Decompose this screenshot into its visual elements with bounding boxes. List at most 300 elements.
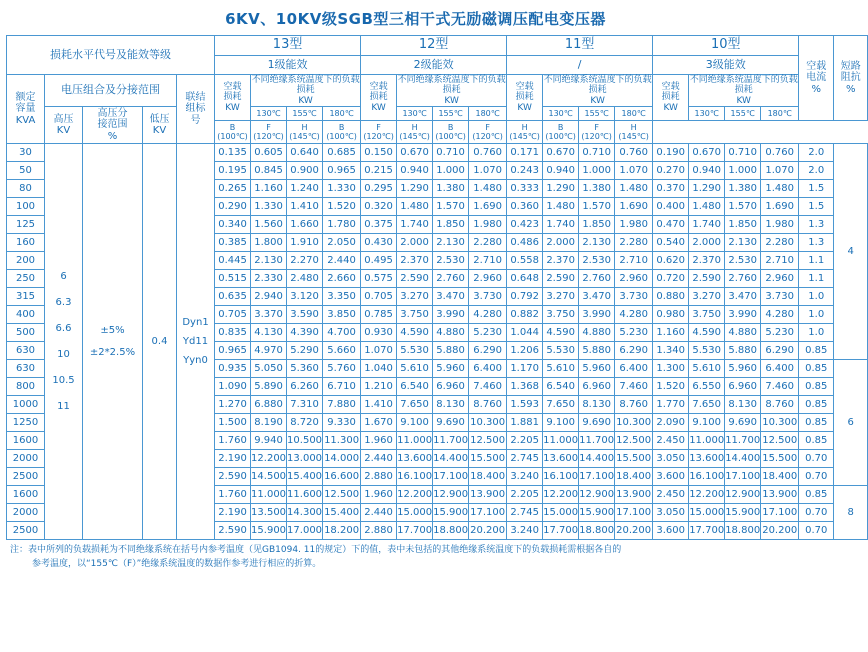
cell-noload-g10: 0.620 <box>653 252 689 270</box>
cell-capacity: 100 <box>7 198 45 216</box>
cell-loadloss-g12: 0.670 <box>397 144 433 162</box>
cell-noload-g12: 0.930 <box>361 324 397 342</box>
cell-loadloss-g11: 17.100 <box>579 468 615 486</box>
cell-loadloss-g10: 17.100 <box>761 504 799 522</box>
header-no-load-current <box>799 36 834 121</box>
paren-12-B: (100℃) <box>326 132 357 142</box>
cell-noload-g10: 0.720 <box>653 270 689 288</box>
cell-loadloss-g10: 0.710 <box>725 144 761 162</box>
header-loadloss-10 <box>689 75 799 107</box>
cell-capacity: 2000 <box>7 504 45 522</box>
cell-loadloss-g12: 2.530 <box>433 252 469 270</box>
cell-loadloss-g11: 4.880 <box>579 324 615 342</box>
header-temp-12-H: 180℃ <box>469 107 507 121</box>
cell-loadloss-g12: 1.480 <box>469 180 507 198</box>
cell-loadloss-g13: 0.900 <box>287 162 323 180</box>
cell-loadloss-g11: 1.570 <box>579 198 615 216</box>
cell-loadloss-g11: 2.370 <box>543 252 579 270</box>
cell-noload-g12: 0.375 <box>361 216 397 234</box>
cell-loadloss-g12: 2.130 <box>433 234 469 252</box>
cell-loadloss-g12: 12.900 <box>433 486 469 504</box>
cell-noload-g13: 0.965 <box>215 342 251 360</box>
cell-loadloss-g12: 3.750 <box>397 306 433 324</box>
cell-loadloss-g13: 18.200 <box>323 522 361 540</box>
cell-loadloss-g10: 1.480 <box>761 180 799 198</box>
cell-short-circuit-impedance: 6 <box>834 360 868 486</box>
cell-capacity: 200 <box>7 252 45 270</box>
cell-loadloss-g10: 5.880 <box>725 342 761 360</box>
cell-loadloss-g13: 0.685 <box>323 144 361 162</box>
cell-loadloss-g10: 2.280 <box>761 234 799 252</box>
cell-loadloss-g11: 2.960 <box>615 270 653 288</box>
cell-capacity: 250 <box>7 270 45 288</box>
cell-loadloss-g10: 13.600 <box>689 450 725 468</box>
note-line2: 参考温度，以“155℃（F）”绝缘系统温度的数据作参考进行相应的折算。 <box>32 558 322 569</box>
cell-loadloss-g12: 8.760 <box>469 396 507 414</box>
class-12-H: H <box>411 122 418 132</box>
cell-loadloss-g12: 4.280 <box>469 306 507 324</box>
cell-capacity: 2500 <box>7 468 45 486</box>
cell-noload-g12: 0.430 <box>361 234 397 252</box>
cell-loadloss-g10: 1.290 <box>689 180 725 198</box>
cell-loadloss-g11: 1.740 <box>543 216 579 234</box>
cell-loadloss-g13: 8.190 <box>251 414 287 432</box>
note-line1: 表中所列的负载损耗为不同绝缘系统在括号内参考温度（见GB1094. 11的规定）下的值，表中未包括的其他绝缘系统温度下的负载损耗需根据各自的 <box>28 545 622 556</box>
cell-loadloss-g13: 5.360 <box>287 360 323 378</box>
cell-no-load-current: 0.70 <box>799 468 834 486</box>
cell-loadloss-g13: 5.660 <box>323 342 361 360</box>
cell-loadloss-g13: 14.500 <box>251 468 287 486</box>
cell-loadloss-g12: 2.710 <box>469 252 507 270</box>
cell-loadloss-g11: 13.600 <box>543 450 579 468</box>
cell-loadloss-g13: 2.480 <box>287 270 323 288</box>
cell-loadloss-g10: 12.900 <box>725 486 761 504</box>
cell-no-load-current: 0.70 <box>799 450 834 468</box>
cell-capacity: 800 <box>7 378 45 396</box>
cell-loadloss-g11: 3.990 <box>579 306 615 324</box>
cell-loadloss-g10: 5.530 <box>689 342 725 360</box>
cell-short-circuit-impedance: 8 <box>834 486 868 540</box>
cell-loadloss-g13: 3.590 <box>287 306 323 324</box>
cell-capacity: 30 <box>7 144 45 162</box>
noload-l3-10: KW <box>663 102 678 113</box>
cell-noload-g10: 0.270 <box>653 162 689 180</box>
cell-loadloss-g13: 3.120 <box>287 288 323 306</box>
header-grade-11: / <box>507 56 653 75</box>
cell-loadloss-g11: 2.710 <box>615 252 653 270</box>
cell-noload-g11: 1.206 <box>507 342 543 360</box>
cell-loadloss-g12: 5.230 <box>469 324 507 342</box>
cell-noload-g13: 2.190 <box>215 504 251 522</box>
cell-loadloss-g12: 9.100 <box>397 414 433 432</box>
cell-loadloss-g12: 10.300 <box>469 414 507 432</box>
cell-loadloss-g12: 3.470 <box>433 288 469 306</box>
cell-loadloss-g12: 2.960 <box>469 270 507 288</box>
cell-loadloss-g12: 1.690 <box>469 198 507 216</box>
cell-noload-g13: 0.445 <box>215 252 251 270</box>
header-class-10-B <box>543 121 579 144</box>
header-model-13: 13型 <box>215 36 361 56</box>
cell-loadloss-g11: 1.690 <box>615 198 653 216</box>
cell-loadloss-g11: 0.710 <box>579 144 615 162</box>
cell-loadloss-g12: 3.730 <box>469 288 507 306</box>
header-row-losslabels <box>7 75 868 107</box>
cell-loadloss-g10: 2.130 <box>725 234 761 252</box>
paren-13-F: (120℃) <box>253 132 284 142</box>
cell-loadloss-g12: 13.600 <box>397 450 433 468</box>
cell-capacity: 80 <box>7 180 45 198</box>
cell-loadloss-g10: 2.960 <box>761 270 799 288</box>
header-class-10-F <box>579 121 615 144</box>
cell-loadloss-g11: 7.460 <box>615 378 653 396</box>
cell-noload-g11: 0.648 <box>507 270 543 288</box>
cell-loadloss-g12: 2.370 <box>397 252 433 270</box>
cell-noload-g11: 1.368 <box>507 378 543 396</box>
cell-loadloss-g11: 12.900 <box>579 486 615 504</box>
cell-loadloss-g13: 1.780 <box>323 216 361 234</box>
header-noload-loss-11 <box>507 75 543 121</box>
header-loadloss-12 <box>397 75 507 107</box>
cell-loadloss-g11: 8.130 <box>579 396 615 414</box>
cell-loadloss-g10: 1.740 <box>689 216 725 234</box>
cell-loadloss-g10: 1.070 <box>761 162 799 180</box>
cell-capacity: 125 <box>7 216 45 234</box>
cell-capacity: 160 <box>7 234 45 252</box>
cell-loadloss-g11: 6.540 <box>543 378 579 396</box>
class-10-B: B <box>557 122 564 132</box>
cell-capacity: 500 <box>7 324 45 342</box>
note-label: 注： <box>10 545 29 556</box>
cell-loadloss-g12: 12.200 <box>397 486 433 504</box>
header-capacity-l1: 额定 <box>15 91 36 103</box>
header-temp-10-H: 180℃ <box>761 107 799 121</box>
noload-l3-12: KW <box>371 102 386 113</box>
cell-loadloss-g12: 5.530 <box>397 342 433 360</box>
class-10-F: F <box>594 122 599 132</box>
cell-capacity: 50 <box>7 162 45 180</box>
cell-loadloss-g11: 2.130 <box>579 234 615 252</box>
cell-loadloss-g13: 2.940 <box>251 288 287 306</box>
cell-loadloss-g11: 5.230 <box>615 324 653 342</box>
cell-loadloss-g11: 0.940 <box>543 162 579 180</box>
cell-loadloss-g12: 6.290 <box>469 342 507 360</box>
cell-loadloss-g13: 15.400 <box>287 468 323 486</box>
cell-loadloss-g12: 5.610 <box>397 360 433 378</box>
cell-loadloss-g12: 18.400 <box>469 468 507 486</box>
loadloss-13-l2: KW <box>298 95 313 106</box>
cell-loadloss-g11: 3.730 <box>615 288 653 306</box>
cell-loadloss-g12: 1.380 <box>433 180 469 198</box>
cell-loadloss-g12: 2.760 <box>433 270 469 288</box>
cell-loadloss-g12: 1.570 <box>433 198 469 216</box>
cell-loadloss-g10: 4.280 <box>761 306 799 324</box>
cell-noload-g11: 0.243 <box>507 162 543 180</box>
cell-noload-g13: 0.290 <box>215 198 251 216</box>
cell-no-load-current: 1.0 <box>799 324 834 342</box>
loadloss-12-l2: KW <box>444 95 459 106</box>
cell-loadloss-g13: 2.130 <box>251 252 287 270</box>
header-conn-l3: 号 <box>190 114 201 126</box>
cell-loadloss-g10: 16.100 <box>689 468 725 486</box>
cell-loadloss-g11: 1.000 <box>579 162 615 180</box>
cell-noload-g11: 0.360 <box>507 198 543 216</box>
cell-loadloss-g11: 5.960 <box>579 360 615 378</box>
cell-lv-value: 0.4 <box>143 144 177 540</box>
cell-loadloss-g10: 18.400 <box>761 468 799 486</box>
cell-no-load-current: 1.3 <box>799 234 834 252</box>
cell-loadloss-g13: 15.900 <box>251 522 287 540</box>
cell-loadloss-g13: 13.500 <box>251 504 287 522</box>
cell-noload-g12: 0.785 <box>361 306 397 324</box>
cell-loadloss-g13: 11.600 <box>287 486 323 504</box>
cell-loadloss-g12: 15.900 <box>433 504 469 522</box>
paren-11-H: (145℃) <box>509 132 540 142</box>
cell-noload-g12: 1.410 <box>361 396 397 414</box>
hv-value: 11 <box>57 400 70 412</box>
cell-noload-g13: 2.190 <box>215 450 251 468</box>
cell-noload-g13: 2.590 <box>215 522 251 540</box>
cell-loadloss-g11: 2.280 <box>615 234 653 252</box>
cell-loadloss-g10: 17.100 <box>725 468 761 486</box>
cell-noload-g10: 2.450 <box>653 486 689 504</box>
header-no-load-current-l2: 电流 <box>806 72 827 84</box>
cell-loadloss-g12: 5.880 <box>433 342 469 360</box>
cell-noload-g11: 1.170 <box>507 360 543 378</box>
cell-noload-g11: 1.881 <box>507 414 543 432</box>
cell-loadloss-g13: 3.370 <box>251 306 287 324</box>
header-class-13-B <box>215 121 251 144</box>
header-loadloss-13 <box>251 75 361 107</box>
cell-loadloss-g11: 2.530 <box>579 252 615 270</box>
header-temp-13-F: 155℃ <box>287 107 323 121</box>
cell-loadloss-g10: 3.990 <box>725 306 761 324</box>
cell-noload-g11: 3.240 <box>507 468 543 486</box>
cell-loadloss-g13: 3.850 <box>323 306 361 324</box>
loadloss-11-l1: 不同绝缘系统温度下的负载损耗 <box>543 75 652 96</box>
cell-loadloss-g10: 12.200 <box>689 486 725 504</box>
cell-capacity: 1600 <box>7 432 45 450</box>
cell-loadloss-g12: 2.000 <box>397 234 433 252</box>
header-grade-13: 1级能效 <box>215 56 361 75</box>
cell-loadloss-g10: 2.710 <box>761 252 799 270</box>
header-class-13-H <box>287 121 323 144</box>
class-13-B: B <box>229 122 236 132</box>
header-hv-l2: KV <box>56 125 71 137</box>
connection-value: Dyn1 <box>182 317 209 329</box>
cell-noload-g10: 3.050 <box>653 504 689 522</box>
cell-noload-g13: 0.935 <box>215 360 251 378</box>
cell-loadloss-g13: 11.000 <box>251 486 287 504</box>
cell-loadloss-g12: 3.990 <box>433 306 469 324</box>
cell-loadloss-g12: 20.200 <box>469 522 507 540</box>
cell-noload-g12: 0.705 <box>361 288 397 306</box>
cell-loadloss-g13: 7.880 <box>323 396 361 414</box>
cell-loadloss-g12: 2.280 <box>469 234 507 252</box>
cell-loadloss-g13: 16.600 <box>323 468 361 486</box>
cell-noload-g10: 0.880 <box>653 288 689 306</box>
cell-loadloss-g11: 11.000 <box>543 432 579 450</box>
cell-loadloss-g11: 8.760 <box>615 396 653 414</box>
cell-loadloss-g13: 1.520 <box>323 198 361 216</box>
cell-loadloss-g13: 5.050 <box>251 360 287 378</box>
header-temp-12-B: 130℃ <box>397 107 433 121</box>
paren-11-F: (120℃) <box>472 132 503 142</box>
cell-loadloss-g13: 0.845 <box>251 162 287 180</box>
cell-capacity: 400 <box>7 306 45 324</box>
transformer-spec-table <box>6 35 868 540</box>
cell-loadloss-g11: 9.100 <box>543 414 579 432</box>
cell-noload-g12: 2.880 <box>361 522 397 540</box>
cell-loadloss-g12: 1.480 <box>397 198 433 216</box>
cell-loadloss-g10: 1.980 <box>761 216 799 234</box>
cell-loadloss-g11: 13.900 <box>615 486 653 504</box>
cell-loadloss-g10: 5.960 <box>725 360 761 378</box>
cell-loadloss-g10: 8.760 <box>761 396 799 414</box>
header-short-circuit-impedance <box>834 36 868 121</box>
cell-loadloss-g10: 1.000 <box>725 162 761 180</box>
cell-loadloss-g13: 2.270 <box>287 252 323 270</box>
header-loss-level-label: 损耗水平代号及能效等级 <box>7 36 215 75</box>
cell-loadloss-g11: 1.290 <box>543 180 579 198</box>
cell-loadloss-g13: 10.500 <box>287 432 323 450</box>
cell-loadloss-g10: 2.590 <box>689 270 725 288</box>
cell-loadloss-g10: 7.650 <box>689 396 725 414</box>
cell-noload-g10: 0.980 <box>653 306 689 324</box>
cell-noload-g12: 1.960 <box>361 432 397 450</box>
cell-loadloss-g13: 15.400 <box>323 504 361 522</box>
noload-l1-11: 空载 <box>515 82 534 92</box>
cell-loadloss-g11: 12.200 <box>543 486 579 504</box>
cell-loadloss-g10: 0.670 <box>689 144 725 162</box>
cell-loadloss-g12: 11.700 <box>433 432 469 450</box>
cell-loadloss-g13: 2.440 <box>323 252 361 270</box>
cell-loadloss-g13: 4.700 <box>323 324 361 342</box>
cell-loadloss-g11: 12.500 <box>615 432 653 450</box>
cell-loadloss-g11: 2.590 <box>543 270 579 288</box>
cell-loadloss-g10: 13.900 <box>761 486 799 504</box>
cell-no-load-current: 1.3 <box>799 216 834 234</box>
cell-loadloss-g10: 3.730 <box>761 288 799 306</box>
noload-l3-11: KW <box>517 102 532 113</box>
cell-noload-g11: 3.240 <box>507 522 543 540</box>
cell-loadloss-g11: 1.380 <box>579 180 615 198</box>
cell-no-load-current: 0.85 <box>799 414 834 432</box>
header-class-11-F <box>469 121 507 144</box>
cell-loadloss-g13: 0.965 <box>323 162 361 180</box>
noload-l1-12: 空载 <box>369 82 388 92</box>
cell-loadloss-g11: 6.290 <box>615 342 653 360</box>
cell-noload-g11: 0.882 <box>507 306 543 324</box>
header-tap-l3: % <box>107 130 118 142</box>
cell-loadloss-g10: 12.500 <box>761 432 799 450</box>
page-title: 6KV、10KV级SGB型三相干式无励磁调压配电变压器 <box>225 10 606 28</box>
cell-noload-g10: 0.190 <box>653 144 689 162</box>
cell-tap-range <box>83 144 143 540</box>
cell-loadloss-g11: 2.760 <box>579 270 615 288</box>
cell-loadloss-g13: 5.890 <box>251 378 287 396</box>
cell-noload-g13: 0.835 <box>215 324 251 342</box>
cell-loadloss-g13: 3.350 <box>323 288 361 306</box>
cell-loadloss-g13: 1.660 <box>287 216 323 234</box>
cell-loadloss-g12: 18.800 <box>433 522 469 540</box>
cell-loadloss-g10: 5.610 <box>689 360 725 378</box>
cell-loadloss-g10: 14.400 <box>725 450 761 468</box>
cell-loadloss-g10: 2.760 <box>725 270 761 288</box>
header-connection-symbol <box>177 75 215 144</box>
noload-l2-13: 损耗 <box>223 92 242 103</box>
cell-loadloss-g12: 7.650 <box>397 396 433 414</box>
header-temp-10-F: 155℃ <box>725 107 761 121</box>
class-12-F: F <box>376 122 381 132</box>
cell-loadloss-g13: 1.800 <box>251 234 287 252</box>
cell-loadloss-g12: 17.100 <box>469 504 507 522</box>
cell-loadloss-g11: 3.750 <box>543 306 579 324</box>
header-hv <box>45 107 83 144</box>
cell-loadloss-g11: 3.470 <box>579 288 615 306</box>
paren-12-F: (120℃) <box>363 132 394 142</box>
header-class-13-F <box>251 121 287 144</box>
cell-no-load-current: 2.0 <box>799 162 834 180</box>
cell-no-load-current: 0.70 <box>799 522 834 540</box>
cell-loadloss-g12: 7.460 <box>469 378 507 396</box>
cell-loadloss-g10: 1.850 <box>725 216 761 234</box>
cell-connection-group <box>177 144 215 540</box>
cell-noload-g13: 1.270 <box>215 396 251 414</box>
cell-no-load-current: 1.1 <box>799 252 834 270</box>
cell-no-load-current: 0.85 <box>799 432 834 450</box>
header-temp-13-H: 180℃ <box>323 107 361 121</box>
cell-loadloss-g13: 9.330 <box>323 414 361 432</box>
header-capacity-l2: 容量 <box>15 103 36 115</box>
class-11-H: H <box>521 122 528 132</box>
header-class-12-F <box>361 121 397 144</box>
cell-loadloss-g12: 0.760 <box>469 144 507 162</box>
header-model-12: 12型 <box>361 36 507 56</box>
cell-loadloss-g12: 3.270 <box>397 288 433 306</box>
cell-no-load-current: 0.85 <box>799 378 834 396</box>
cell-loadloss-g13: 6.710 <box>323 378 361 396</box>
header-temp-11-H: 180℃ <box>615 107 653 121</box>
cell-loadloss-g12: 5.960 <box>433 360 469 378</box>
cell-loadloss-g13: 1.160 <box>251 180 287 198</box>
paren-10-H: (145℃) <box>618 132 649 142</box>
cell-loadloss-g11: 9.690 <box>579 414 615 432</box>
cell-loadloss-g12: 0.940 <box>397 162 433 180</box>
header-impedance-l2: 阻抗 <box>840 72 861 84</box>
header-tap-l2: 接范围 <box>97 119 128 131</box>
cell-noload-g12: 1.670 <box>361 414 397 432</box>
cell-loadloss-g12: 15.500 <box>469 450 507 468</box>
class-10-H: H <box>630 122 637 132</box>
cell-loadloss-g13: 0.605 <box>251 144 287 162</box>
cell-noload-g11: 1.044 <box>507 324 543 342</box>
cell-loadloss-g10: 7.460 <box>761 378 799 396</box>
cell-loadloss-g13: 13.000 <box>287 450 323 468</box>
cell-noload-g10: 3.600 <box>653 468 689 486</box>
cell-capacity: 1250 <box>7 414 45 432</box>
cell-loadloss-g13: 1.330 <box>323 180 361 198</box>
noload-l3-13: KW <box>225 102 240 113</box>
cell-noload-g10: 1.770 <box>653 396 689 414</box>
cell-no-load-current: 1.5 <box>799 198 834 216</box>
cell-loadloss-g12: 6.540 <box>397 378 433 396</box>
cell-loadloss-g12: 4.880 <box>433 324 469 342</box>
cell-no-load-current: 1.0 <box>799 288 834 306</box>
cell-loadloss-g12: 17.100 <box>433 468 469 486</box>
cell-loadloss-g11: 1.980 <box>615 216 653 234</box>
cell-loadloss-g13: 2.660 <box>323 270 361 288</box>
cell-noload-g13: 2.590 <box>215 468 251 486</box>
